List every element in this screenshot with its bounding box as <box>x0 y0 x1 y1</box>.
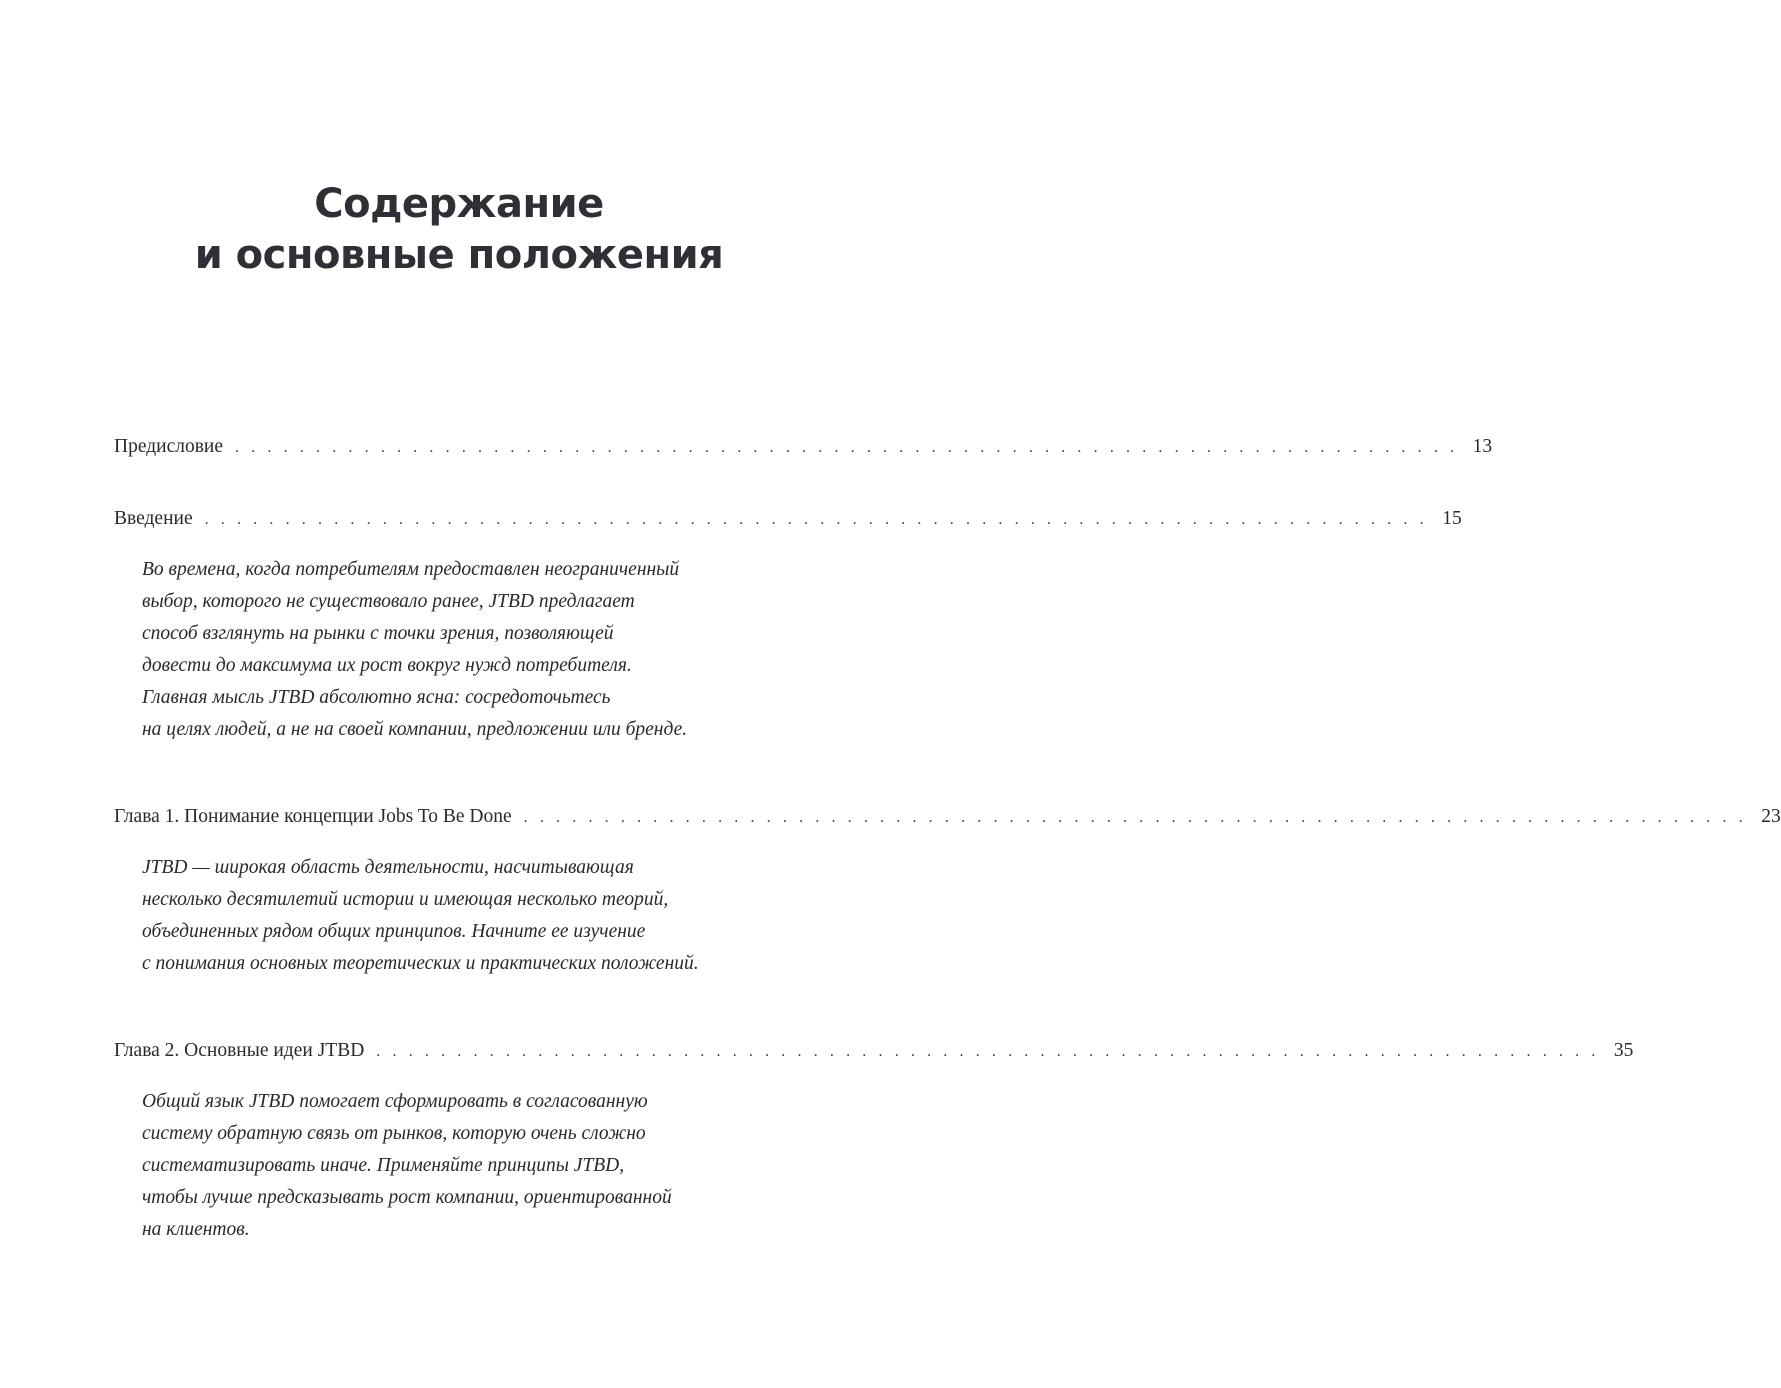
summary-line: несколько десятилетий истории и имеющая несколько теорий, <box>142 889 669 910</box>
summary-line: систему обратную связь от рынков, которую очень сложно <box>142 1123 646 1144</box>
summary-line: систематизировать иначе. Применяйте принципы JTBD, <box>142 1155 625 1176</box>
summary-line: способ взглянуть на рынки с точки зрения, позволяющей <box>142 623 614 644</box>
summary-line: JTBD — широкая область деятельности, насчитывающая <box>142 857 634 878</box>
summary-line: Общий язык JTBD помогает сформировать в согласованную <box>142 1091 648 1112</box>
toc-entry-summary-chapter-1 <box>142 852 782 980</box>
toc-entry-title: Глава 1. Понимание концепции Jobs To Be Done <box>114 806 512 827</box>
toc-entry-title: Глава 2. Основные идеи JTBD <box>114 1040 365 1061</box>
summary-line: довести до максимума их рост вокруг нужд потребителя. <box>142 655 632 676</box>
summary-line: с понимания основных теоретических и практических положений. <box>142 953 699 974</box>
summary-line: на клиентов. <box>142 1219 250 1240</box>
toc-entry-page-number: 13 <box>1472 436 1493 457</box>
toc-entry-chapter-2[interactable] <box>114 1040 1634 1070</box>
summary-line: чтобы лучше предсказывать рост компании, ориентированной <box>142 1187 672 1208</box>
toc-entry-title: Введение <box>114 508 193 529</box>
toc-entry-chapter-1[interactable] <box>114 806 1781 836</box>
toc-entry-preface[interactable] <box>114 436 1493 466</box>
dot-leader: . . . . . . . . . . . . . . . . . . . . . . . . . . . . . . . . . . . . . . . . . . . . . . . . . . . . . . . . . . . . . . . . . . . . . . . . . . . . <box>235 439 1459 456</box>
dot-leader: . . . . . . . . . . . . . . . . . . . . . . . . . . . . . . . . . . . . . . . . . . . . . . . . . . . . . . . . . . . . . . . . . . . . . . . . . . . . <box>523 809 1747 826</box>
page-title-line-1: Содержание <box>314 180 604 227</box>
toc-entry-page-number: 15 <box>1442 508 1462 529</box>
toc-entry-summary-introduction <box>142 554 782 746</box>
dot-leader: . . . . . . . . . . . . . . . . . . . . . . . . . . . . . . . . . . . . . . . . . . . . . . . . . . . . . . . . . . . . . . . . . . . . . . . . . . . . <box>204 511 1428 528</box>
page-title <box>0 179 918 281</box>
toc-entry-page-number: 23 <box>1761 806 1781 827</box>
toc-entry-title: Предисловие <box>114 436 224 457</box>
summary-line: объединенных рядом общих принципов. Начните ее изучение <box>142 921 646 942</box>
toc-entry-summary-chapter-2 <box>142 1086 782 1246</box>
page-title-line-2: и основные положения <box>194 231 724 278</box>
summary-line: на целях людей, а не на своей компании, предложении или бренде. <box>142 719 688 740</box>
summary-line: Во времена, когда потребителям предоставлен неограниченный <box>142 559 680 580</box>
dot-leader: . . . . . . . . . . . . . . . . . . . . . . . . . . . . . . . . . . . . . . . . . . . . . . . . . . . . . . . . . . . . . . . . . . . . . . . . . . . . <box>376 1043 1600 1060</box>
toc-entry-introduction[interactable] <box>114 508 1462 538</box>
summary-line: Главная мысль JTBD абсолютно ясна: сосредоточьтесь <box>142 687 611 708</box>
toc-entry-page-number: 35 <box>1613 1040 1634 1061</box>
summary-line: выбор, которого не существовало ранее, JTBD предлагает <box>142 591 635 612</box>
